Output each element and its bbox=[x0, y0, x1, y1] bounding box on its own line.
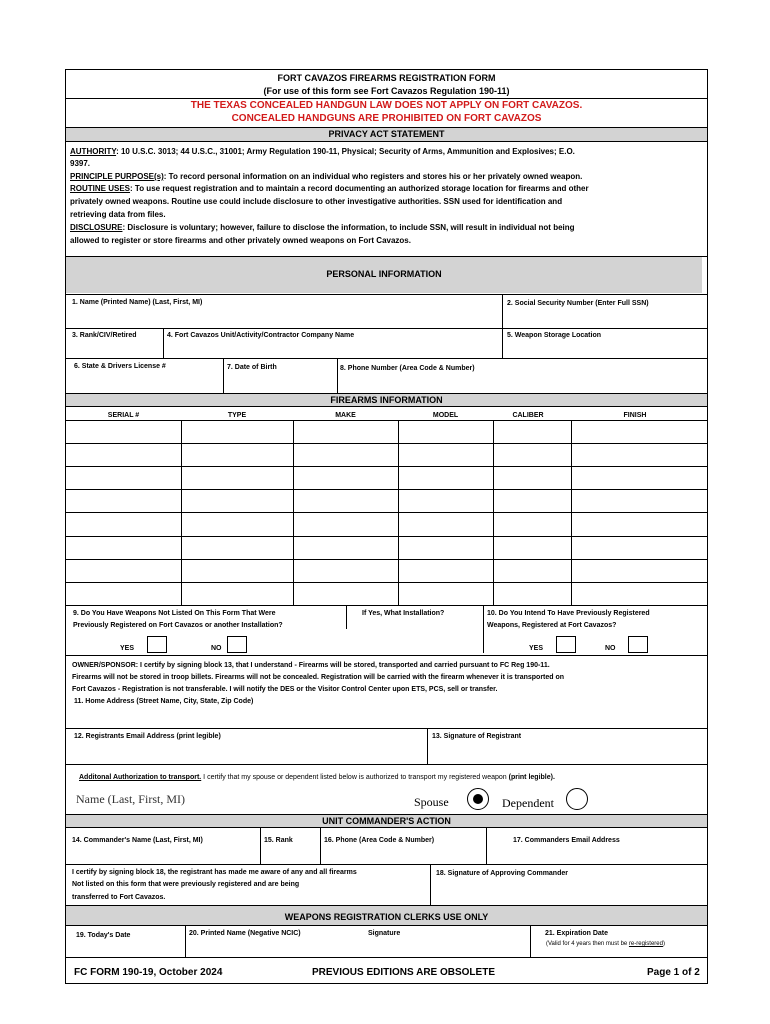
firearm-row-5[interactable] bbox=[67, 513, 180, 535]
privacy-routine-3: retrieving data from files. bbox=[70, 210, 166, 219]
commander-cert-line-2: Not listed on this form that were previously registered and are being bbox=[72, 881, 300, 888]
field-14-label: 14. Commander's Name (Last, First, MI) bbox=[72, 837, 203, 844]
expiration-date-input[interactable] bbox=[531, 949, 705, 956]
unit-input[interactable] bbox=[164, 341, 501, 358]
form-subtitle: (For use of this form see Fort Cavazos Regulation 190-11) bbox=[263, 86, 510, 96]
col-serial: SERIAL # bbox=[107, 412, 140, 419]
col-make: MAKE bbox=[335, 412, 356, 419]
field-20-label: 20. Printed Name (Negative NCIC) bbox=[189, 930, 301, 937]
field-11-label: 11. Home Address (Street Name, City, State, Zip Code) bbox=[74, 698, 254, 705]
dependent-name-input[interactable]: Name (Last, First, MI) bbox=[76, 792, 185, 806]
warning-line-1: THE TEXAS CONCEALED HANDGUN LAW DOES NOT APPLY ON FORT CAVAZOS. bbox=[190, 100, 583, 111]
field-19-label: 19. Today's Date bbox=[76, 932, 131, 939]
q9-yes-checkbox[interactable] bbox=[147, 636, 167, 653]
col-caliber: CALIBER bbox=[512, 412, 544, 419]
form-id: FC FORM 190-19, October 2024 bbox=[74, 967, 223, 978]
privacy-heading: PRIVACY ACT STATEMENT bbox=[328, 129, 445, 139]
field-3-label: 3. Rank/CIV/Retired bbox=[72, 332, 137, 339]
installation-input[interactable] bbox=[347, 619, 482, 629]
col-type: TYPE bbox=[227, 412, 247, 419]
commander-cert-line-3: transferred to Fort Cavazos. bbox=[72, 894, 166, 901]
commander-phone-input[interactable] bbox=[321, 846, 484, 863]
privacy-authority: AUTHORITY: 10 U.S.C. 3013; 44 U.S.C., 31001; Army Regulation 190-11, Physical; Security of Arms, Ammunition and Explosives; E.O. bbox=[70, 147, 575, 156]
expiration-note: (Valid for 4 years then must be re-registered) bbox=[546, 941, 665, 947]
commander-name-input[interactable] bbox=[67, 846, 257, 863]
todays-date-input[interactable] bbox=[67, 941, 183, 956]
page-number: Page 1 of 2 bbox=[647, 967, 700, 978]
firearm-row-2[interactable] bbox=[67, 444, 180, 466]
field-6-label: 6. State & Drivers License # bbox=[74, 363, 166, 370]
drivers-license-input[interactable] bbox=[67, 372, 221, 391]
firearms-registration-form bbox=[65, 69, 708, 984]
firearms-heading: FIREARMS INFORMATION bbox=[330, 395, 443, 405]
firearm-row-7[interactable] bbox=[67, 560, 180, 582]
registrant-email-input[interactable] bbox=[67, 742, 426, 761]
clerks-heading: WEAPONS REGISTRATION CLERKS USE ONLY bbox=[284, 912, 489, 922]
form-title: FORT CAVAZOS FIREARMS REGISTRATION FORM bbox=[277, 73, 496, 83]
commander-signature-input[interactable] bbox=[431, 880, 705, 904]
field-7-label: 7. Date of Birth bbox=[227, 364, 277, 371]
q9-yes-label: YES bbox=[120, 645, 135, 652]
field-18-label: 18. Signature of Approving Commander bbox=[436, 870, 568, 877]
owner-cert-line-1: OWNER/SPONSOR: I certify by signing block 13, that I understand - Firearms will be stored, transported and carried pursuant to FC Reg 190-11. bbox=[72, 662, 550, 669]
rank-input[interactable] bbox=[67, 341, 161, 358]
q10-yes-label: YES bbox=[529, 645, 544, 652]
home-address-input[interactable] bbox=[67, 707, 706, 727]
commander-cert-line-1: I certify by signing block 18, the registrant has made me aware of any and all firearms bbox=[72, 869, 357, 876]
owner-cert-line-3: Fort Cavazos - Registration is not transferable. I will notify the DES or the Visitor Control Center upon ETS, PCS, sell or transfer. bbox=[72, 686, 498, 693]
obsolete-notice: PREVIOUS EDITIONS ARE OBSOLETE bbox=[312, 967, 495, 978]
storage-location-input[interactable] bbox=[503, 341, 705, 358]
q9-if-yes-label: If Yes, What Installation? bbox=[362, 610, 445, 617]
q10-yes-checkbox[interactable] bbox=[556, 636, 576, 653]
owner-cert-line-2: Firearms will not be stored in troop billets. Firearms will not be concealed. Registration will be carried with the firearm whenever it is transported on bbox=[72, 674, 565, 681]
firearm-row-1[interactable] bbox=[67, 421, 180, 443]
commander-rank-input[interactable] bbox=[261, 846, 318, 863]
col-model: MODEL bbox=[432, 412, 459, 419]
clerk-signature-input[interactable] bbox=[360, 939, 528, 956]
spouse-label: Spouse bbox=[414, 795, 449, 809]
name-input[interactable] bbox=[67, 308, 501, 326]
q9-line-2: Previously Registered on Fort Cavazos or another Installation? bbox=[73, 622, 283, 629]
field-8-label: 8. Phone Number (Area Code & Number) bbox=[340, 365, 475, 372]
commander-heading: UNIT COMMANDER'S ACTION bbox=[322, 816, 451, 826]
warning-line-2: CONCEALED HANDGUNS ARE PROHIBITED ON FORT CAVAZOS bbox=[231, 113, 542, 124]
field-5-label: 5. Weapon Storage Location bbox=[507, 332, 601, 339]
ssn-input[interactable] bbox=[503, 309, 705, 326]
dob-input[interactable] bbox=[224, 373, 335, 391]
firearm-row-3[interactable] bbox=[67, 467, 180, 489]
field-17-label: 17. Commanders Email Address bbox=[513, 837, 620, 844]
privacy-routine-2: privately owned weapons. Routine use could include disclosure to other investigative authorities. SSN used for identification and bbox=[70, 197, 563, 206]
spouse-radio-selected-dot bbox=[473, 794, 483, 804]
privacy-principle: PRINCIPLE PURPOSE(s): To record personal information on an individual who registers and stores his or her privately owned weapon. bbox=[70, 172, 583, 181]
q10-no-label: NO bbox=[605, 645, 616, 652]
privacy-routine: ROUTINE USES: To use request registration and to maintain a record documenting an authorized storage location for firearms and other bbox=[70, 184, 589, 193]
firearm-row-8[interactable] bbox=[67, 583, 180, 605]
field-2-label: 2. Social Security Number (Enter Full SSN) bbox=[507, 300, 649, 307]
phone-input[interactable] bbox=[338, 374, 705, 391]
personal-heading: PERSONAL INFORMATION bbox=[326, 269, 442, 279]
firearm-row-6[interactable] bbox=[67, 537, 180, 559]
field-21-label: 21. Expiration Date bbox=[545, 930, 609, 937]
q9-line-1: 9. Do You Have Weapons Not Listed On This Form That Were bbox=[73, 610, 276, 617]
privacy-disclosure: DISCLOSURE: Disclosure is voluntary; however, failure to disclose the information, to include SSN, will result in individual not being bbox=[70, 223, 575, 232]
privacy-disclosure-2: allowed to register or store firearms and other privately owned weapons on Fort Cavazos. bbox=[70, 236, 411, 245]
col-finish: FINISH bbox=[623, 412, 647, 419]
commander-email-input[interactable] bbox=[487, 846, 705, 863]
dependent-label: Dependent bbox=[502, 796, 554, 810]
registrant-signature-input[interactable] bbox=[428, 742, 705, 761]
clerk-signature-label: Signature bbox=[368, 930, 401, 937]
transport-authorization: Additonal Authorization to transport. I certify that my spouse or dependent listed below is authorized to transport my registered weapon (print legible). bbox=[79, 774, 555, 781]
q10-line-2: Weapons, Registered at Fort Cavazos? bbox=[487, 622, 617, 629]
q9-no-label: NO bbox=[211, 645, 222, 652]
field-15-label: 15. Rank bbox=[264, 837, 293, 844]
q9-no-checkbox[interactable] bbox=[227, 636, 247, 653]
q10-no-checkbox[interactable] bbox=[628, 636, 648, 653]
field-4-label: 4. Fort Cavazos Unit/Activity/Contractor Company Name bbox=[167, 332, 355, 339]
dependent-radio[interactable] bbox=[566, 788, 588, 810]
firearm-row-4[interactable] bbox=[67, 490, 180, 512]
field-12-label: 12. Registrants Email Address (print legible) bbox=[74, 733, 221, 740]
field-1-label: 1. Name (Printed Name) (Last, First, MI) bbox=[72, 299, 203, 306]
privacy-authority-2: 9397. bbox=[70, 159, 91, 168]
q10-line-1: 10. Do You Intend To Have Previously Registered bbox=[487, 610, 650, 617]
field-13-label: 13. Signature of Registrant bbox=[432, 733, 522, 740]
field-16-label: 16. Phone (Area Code & Number) bbox=[324, 837, 435, 844]
clerk-printed-name-input[interactable] bbox=[186, 939, 358, 956]
